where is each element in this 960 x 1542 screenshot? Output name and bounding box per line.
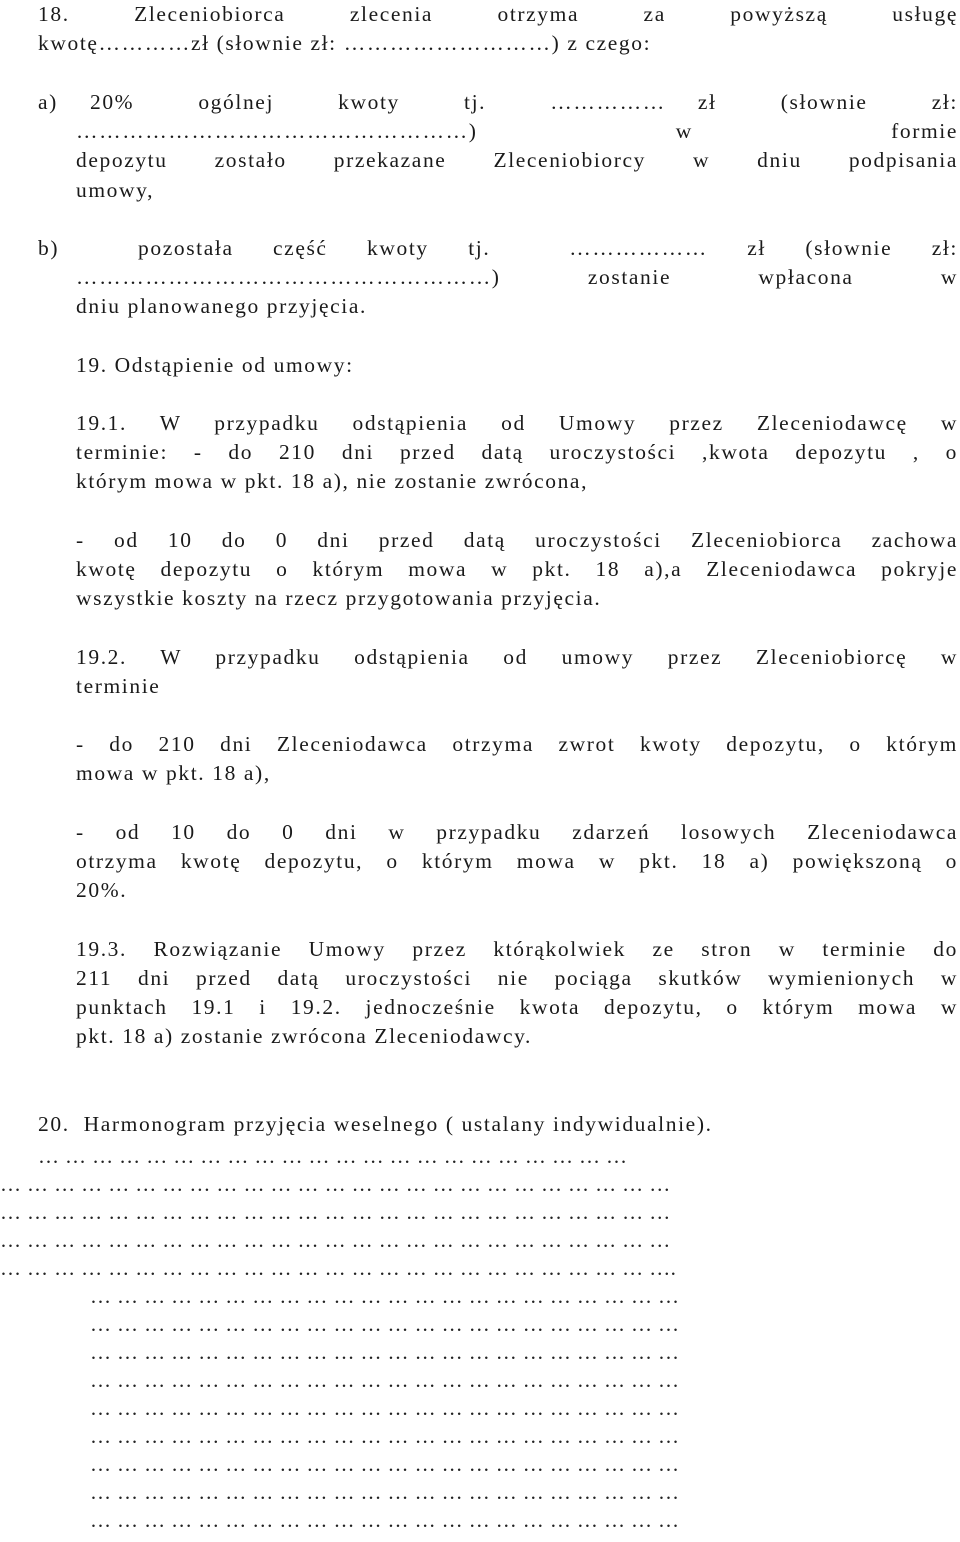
dotted-line: … … … … … … … … … … … … … … … … … … … … … … … … … <box>0 1200 671 1224</box>
para-19-2b-line-1: - od 10 do 0 dni w przypadku zdarzeń losowych Zleceniodawca <box>76 820 958 844</box>
para-19-2b-line-3: 20%. <box>76 878 128 902</box>
section-18a-line-2: ……………………………………………) w formie <box>76 119 958 143</box>
para-19-1-line-3: którym mowa w pkt. 18 a), nie zostanie zwrócona, <box>76 469 589 493</box>
dotted-line: … … … … … … … … … … … … … … … … … … … … … … <box>38 1144 628 1168</box>
section-19-heading: 19. Odstąpienie od umowy: <box>76 353 354 377</box>
para-19-1b-line-2: kwotę depozytu o którym mowa w pkt. 18 a),a Zleceniodawca pokryje <box>76 557 958 581</box>
dotted-line: … … … … … … … … … … … … … … … … … … … … … … <box>90 1452 680 1476</box>
para-19-1b-line-3: wszystkie koszty na rzecz przygotowania przyjęcia. <box>76 586 602 610</box>
para-19-3-line-2: 211 dni przed datą uroczystości nie pociąga skutków wymienionych w <box>76 966 958 990</box>
para-19-3-line-3: punktach 19.1 i 19.2. jednocześnie kwota depozytu, o którym mowa w <box>76 995 958 1019</box>
para-19-2b-line-2: otrzyma kwotę depozytu, o którym mowa w pkt. 18 a) powiększoną o <box>76 849 958 873</box>
dotted-line: … … … … … … … … … … … … … … … … … … … … … … … … … <box>0 1172 671 1196</box>
para-19-2a-line-2: mowa w pkt. 18 a), <box>76 761 271 785</box>
para-19-1-line-2: terminie: - do 210 dni przed datą uroczystości ,kwota depozytu , o <box>76 440 958 464</box>
section-20-heading: 20. Harmonogram przyjęcia weselnego ( ustalany indywidualnie). <box>38 1112 713 1136</box>
dotted-line: … … … … … … … … … … … … … … … … … … … … … … <box>90 1396 680 1420</box>
dotted-line: … … … … … … … … … … … … … … … … … … … … … … <box>90 1284 680 1308</box>
dotted-line: … … … … … … … … … … … … … … … … … … … … … … <box>90 1508 680 1532</box>
section-18a-line-1: a) 20% ogólnej kwoty tj. …………… zł (słownie zł: <box>38 90 958 114</box>
dotted-line: … … … … … … … … … … … … … … … … … … … … … … <box>90 1424 680 1448</box>
para-19-3-line-1: 19.3. Rozwiązanie Umowy przez którąkolwiek ze stron w terminie do <box>76 937 958 961</box>
para-19-1-line-1: 19.1. W przypadku odstąpienia od Umowy przez Zleceniodawcę w <box>76 411 958 435</box>
para-19-2-line-2: terminie <box>76 674 161 698</box>
section-18a-line-4: umowy, <box>76 178 155 202</box>
dotted-line: … … … … … … … … … … … … … … … … … … … … … … … … …. <box>0 1256 677 1280</box>
para-19-3-line-4: pkt. 18 a) zostanie zwrócona Zleceniodawcy. <box>76 1024 533 1048</box>
section-18-line-2: kwotę…………zł (słownie zł: ………………………) z czego: <box>38 31 652 55</box>
dotted-line: … … … … … … … … … … … … … … … … … … … … … … <box>90 1368 680 1392</box>
para-19-1b-line-1: - od 10 do 0 dni przed datą uroczystości Zleceniobiorca zachowa <box>76 528 958 552</box>
section-18b-line-3: dniu planowanego przyjęcia. <box>76 294 367 318</box>
section-18-line-1: 18. Zleceniobiorca zlecenia otrzyma za powyższą usługę <box>38 2 958 26</box>
section-18b-line-1: b) pozostała część kwoty tj. ……………… zł (słownie zł: <box>38 236 958 260</box>
dotted-line: … … … … … … … … … … … … … … … … … … … … … … <box>90 1312 680 1336</box>
dotted-line: … … … … … … … … … … … … … … … … … … … … … … <box>90 1480 680 1504</box>
para-19-2a-line-1: - do 210 dni Zleceniodawca otrzyma zwrot kwoty depozytu, o którym <box>76 732 958 756</box>
dotted-line: … … … … … … … … … … … … … … … … … … … … … … <box>90 1340 680 1364</box>
section-18a-line-3: depozytu zostało przekazane Zleceniobiorcy w dniu podpisania <box>76 148 958 172</box>
section-18b-line-2: ………………………………………………) zostanie wpłacona w <box>76 265 958 289</box>
dotted-line: … … … … … … … … … … … … … … … … … … … … … … … … … <box>0 1228 671 1252</box>
para-19-2-line-1: 19.2. W przypadku odstąpienia od umowy przez Zleceniobiorcę w <box>76 645 958 669</box>
